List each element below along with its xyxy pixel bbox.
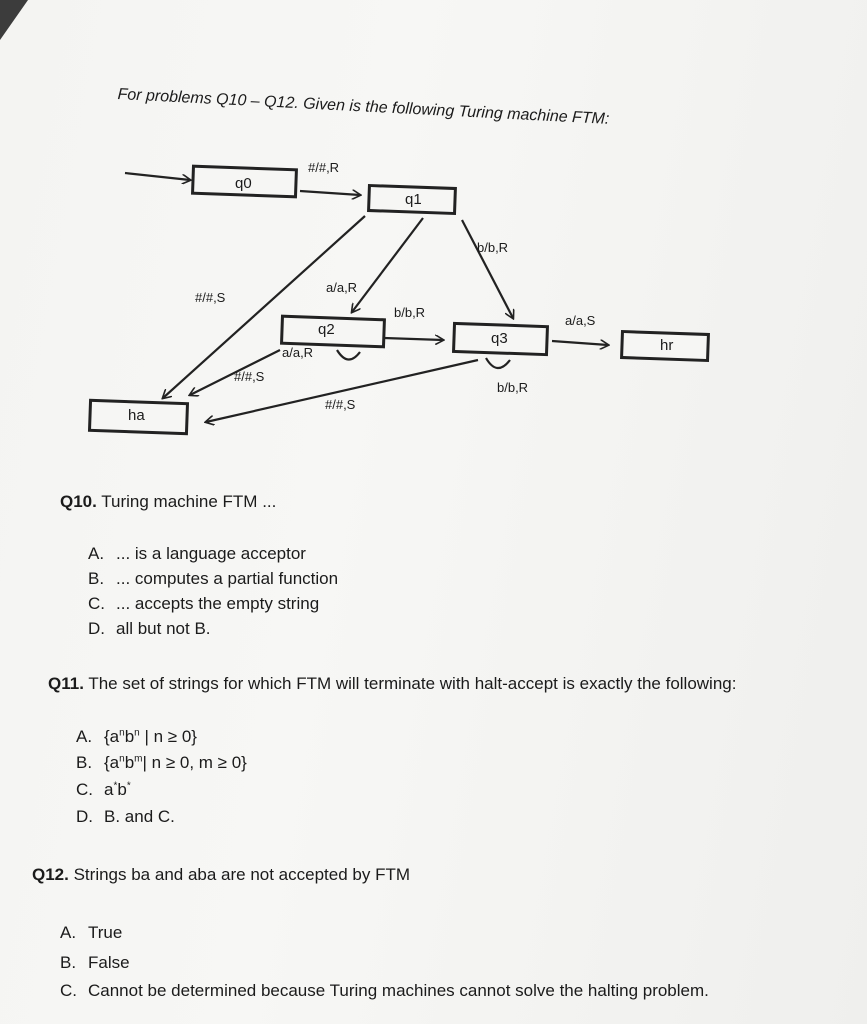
- set-mid: b: [117, 780, 127, 799]
- option-text: ... accepts the empty string: [116, 594, 320, 613]
- q10-heading: [60, 492, 276, 512]
- set-mid: b: [124, 727, 135, 746]
- exponent: n: [134, 727, 140, 739]
- option-text: ... computes a partial function: [116, 569, 339, 588]
- option-label: A.: [60, 923, 77, 942]
- option-label: B.: [88, 569, 105, 588]
- option-label: C.: [76, 780, 93, 799]
- exponent: m: [134, 753, 143, 765]
- q10-option-d: [88, 619, 211, 639]
- loop-q2: [337, 350, 360, 360]
- q11-option-a: [76, 727, 197, 747]
- set-open: a: [104, 780, 114, 799]
- exponent: *: [126, 780, 131, 792]
- q11-text: The set of strings for which FTM will terminate with halt-accept is exactly the following:: [88, 674, 737, 693]
- q12-option-a: [60, 923, 122, 943]
- exponent: n: [119, 727, 125, 739]
- label-q3-hr: a/a,S: [565, 313, 596, 328]
- option-label: C.: [60, 981, 77, 1000]
- label-q2-loop: a/a,R: [282, 345, 314, 360]
- q11-option-b: [76, 753, 247, 773]
- state-q2-label: q2: [318, 321, 335, 338]
- turing-machine-diagram: [0, 0, 867, 470]
- label-q3-ha: #/#,S: [325, 397, 356, 412]
- option-label: B.: [76, 753, 93, 772]
- q12-heading: [32, 865, 410, 885]
- option-label: D.: [88, 619, 105, 638]
- option-text: ... is a language acceptor: [116, 544, 306, 563]
- option-label: D.: [76, 807, 93, 826]
- label-q2-q3: b/b,R: [394, 305, 426, 320]
- q10-option-c: [88, 594, 319, 614]
- edge-q3-hr: [552, 341, 608, 345]
- edge-q0-q1: [300, 191, 360, 195]
- q12-option-c: [60, 981, 709, 1001]
- state-q0-label: q0: [235, 175, 252, 192]
- set-open: {a: [104, 727, 120, 746]
- intro-text: For problems Q10 – Q12. Given is the following Turing machine FTM:: [117, 86, 610, 128]
- edge-q1-q3: [462, 220, 513, 318]
- q10-text: Turing machine FTM ...: [101, 492, 277, 511]
- set-mid: b: [124, 753, 135, 772]
- state-ha-label: ha: [128, 407, 145, 424]
- option-label: C.: [88, 594, 105, 613]
- option-text: Cannot be determined because Turing machines cannot solve the halting problem.: [88, 981, 709, 1000]
- label-q2-ha: #/#,S: [234, 369, 265, 384]
- q11-option-c: [76, 780, 131, 800]
- option-text: B. and C.: [104, 807, 175, 826]
- q10-option-b: [88, 569, 338, 589]
- label-q3-loop: b/b,R: [497, 380, 529, 395]
- q12-option-b: [60, 953, 130, 973]
- state-q1-label: q1: [405, 191, 422, 208]
- exponent: n: [119, 753, 125, 765]
- q10-option-a: [88, 544, 306, 564]
- q11-option-d: [76, 807, 175, 827]
- label-q0-q1: #/#,R: [308, 160, 340, 175]
- label-q1-ha: #/#,S: [195, 290, 226, 305]
- edge-q1-q2: [352, 218, 423, 312]
- option-text: True: [88, 923, 123, 942]
- option-label: A.: [76, 727, 93, 746]
- exponent: *: [113, 780, 118, 792]
- option-text: all but not B.: [116, 619, 211, 638]
- q12-text: Strings ba and aba are not accepted by FTM: [73, 865, 411, 884]
- option-text: False: [88, 953, 130, 972]
- option-label: B.: [60, 953, 77, 972]
- set-close: | n ≥ 0}: [139, 727, 197, 746]
- state-hr-label: hr: [660, 337, 674, 354]
- start-arrow: [125, 173, 190, 180]
- label-q1-q3: b/b,R: [477, 240, 509, 255]
- set-close: | n ≥ 0, m ≥ 0}: [142, 753, 247, 772]
- q10-number: Q10.: [60, 492, 97, 511]
- set-open: {a: [104, 753, 120, 772]
- label-q1-q2: a/a,R: [326, 280, 358, 295]
- loop-q3: [486, 358, 510, 368]
- q12-number: Q12.: [32, 865, 69, 884]
- edge-q2-q3: [384, 338, 443, 340]
- q11-heading: [48, 674, 736, 694]
- state-q3-label: q3: [491, 330, 508, 347]
- option-label: A.: [88, 544, 105, 563]
- q11-number: Q11.: [48, 674, 84, 693]
